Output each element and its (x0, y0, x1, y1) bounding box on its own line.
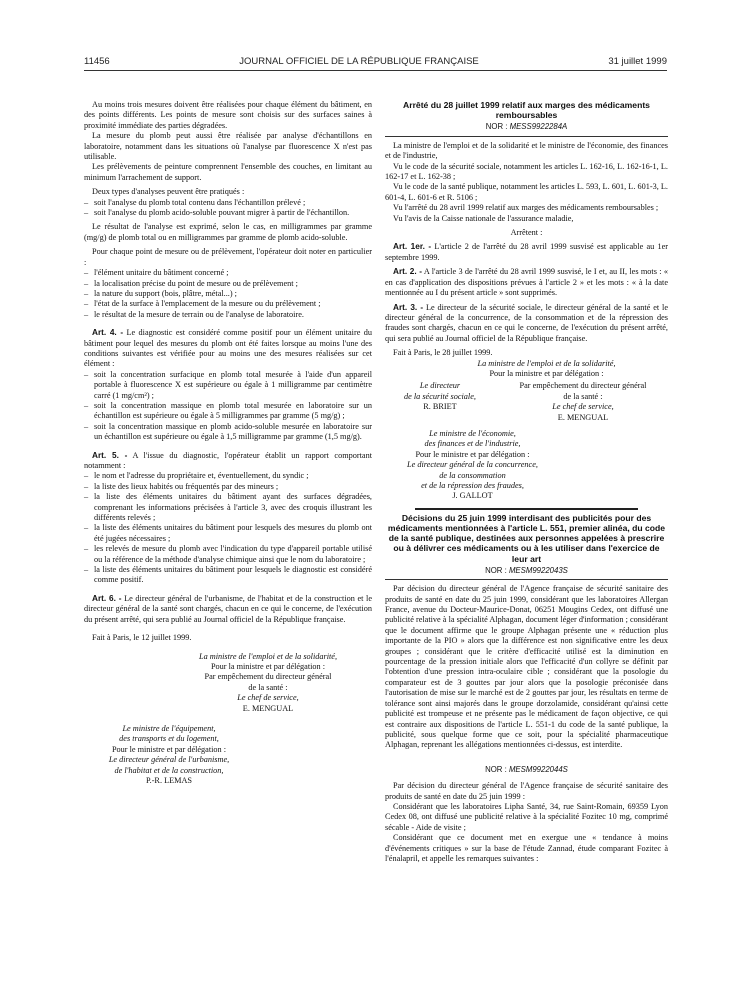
nor-code: MESM9922043S (508, 565, 568, 575)
list-item: – la nature du support (bois, plâtre, métal...) ; (84, 289, 372, 299)
article-label: Art. 2. - (393, 267, 422, 277)
paragraph: Considérant que ce document met en exergue une « tendance à moins d'événements critiques » sur la base de l'étude Zannad, étude comparant Fozitec à l'énalapril, et appelle les remarques suivantes : (385, 833, 668, 863)
signature-line: La ministre de l'emploi et de la solidarité, (198, 651, 338, 661)
signature-line: Par empêchement du directeur général (519, 381, 647, 391)
signature-line: Le directeur général de l'urbanisme, (108, 755, 230, 765)
paragraph: Vu le code de la sécurité sociale, notamment les articles L. 162-16, L. 162-16-1, L. 162-17 et L. 162-38 ; (385, 161, 668, 182)
signature-line: de la sécurité sociale, (404, 391, 476, 401)
list-item: – la liste des éléments unitaires du bâtiment pour lesquels le diagnostic est considéré comme positif. (84, 565, 372, 586)
list-item: – le résultat de la mesure de terrain ou de l'analyse de laboratoire. (84, 310, 372, 320)
signature-line: des finances et de l'industrie, (424, 439, 521, 449)
signatory-name: J. GALLOT (452, 491, 493, 501)
paragraph: Au moins trois mesures doivent être réalisées pour chaque élément du bâtiment, en des points différents. Les points de mesure sont choisis sur des surfaces saines à proximité immédiate des parties dégradées. (84, 100, 372, 130)
paragraph: Vu le code de la santé publique, notamment les articles L. 593, L. 601, L. 601-3, L. 601-4, L. 601-6 et R. 5106 ; (385, 182, 668, 202)
arretent: Arrêtent : (510, 228, 543, 238)
nor-prefix: NOR : (485, 122, 508, 132)
paragraph: Par décision du directeur général de l'Agence française de sécurité sanitaire des produits de santé en date du 25 juin 1999 : (385, 781, 668, 801)
article-4 (84, 328, 372, 370)
signature-line: Le directeur général de la concurrence, (407, 460, 538, 470)
list-item: – soit la concentration massique en plomb total mesurée en laboratoire sur un échantillon est supérieure ou égale à 5 milligrammes par gramme (5 mg/g) ; (84, 401, 372, 422)
list-item: – le nom et l'adresse du propriétaire et, éventuellement, du syndic ; (84, 471, 372, 481)
divider (385, 136, 668, 137)
paragraph: Vu l'arrêté du 28 avril 1999 relatif aux marges des médicaments remboursables ; (393, 203, 659, 213)
signature-block-1 (164, 652, 372, 714)
list-item: – l'état de la surface à l'emplacement de la mesure ou du prélèvement ; (84, 299, 372, 309)
list-item: – soit l'analyse du plomb total contenu dans l'échantillon prélevé ; (84, 198, 372, 208)
article-label: Art. 6. - (92, 593, 122, 603)
page-header (84, 54, 667, 68)
signature-line: Pour la ministre et par délégation : (489, 368, 604, 378)
paragraph: La mesure du plomb peut aussi être réalisée par analyse d'échantillons en laboratoire, notamment dans les situations où l'analyse par fluorescence X n'est pas utilisable. (84, 131, 372, 162)
nor-reference (385, 122, 668, 132)
paragraph: Considérant que les laboratoires Lipha Santé, 34, rue Saint-Romain, 69359 Lyon Cedex 08, ont diffusé une publicité relative à la spécialité Fozitec 10 mg, comprimé sécable - Aide de visite ; (385, 801, 668, 832)
article-label: Art. 4. - (92, 328, 124, 338)
paragraph: La ministre de l'emploi et de la solidarité et le ministre de l'économie, des finances et de l'industrie, (385, 140, 668, 161)
article-6 (84, 594, 372, 625)
article-label: Art. 5. - (92, 450, 128, 460)
fait-line: Fait à Paris, le 28 juillet 1999. (393, 348, 493, 358)
divider (385, 579, 668, 580)
article-text: Le diagnostic est considéré comme positif pour un élément unitaire du bâtiment pour lequel des mesures du plomb ont été faites lorsque au moins l'une des conditions suivantes est vérifiée pour au moins une des mesures réalisées sur cet élément : (84, 328, 373, 369)
page-number: 11456 (84, 55, 110, 67)
signature-line: Par empêchement du directeur général (204, 672, 332, 682)
fait-line: Fait à Paris, le 12 juillet 1999. (92, 633, 192, 643)
list-item: – l'élément unitaire du bâtiment concerné ; (84, 268, 372, 278)
signature-line: Pour le ministre et par délégation : (415, 449, 530, 459)
nor-reference (385, 765, 668, 775)
article-text: A l'issue du diagnostic, l'opérateur établit un rapport comportant notamment : (84, 450, 373, 470)
signature-line: Le chef de service, (552, 402, 614, 412)
signature-line: de la consommation (439, 470, 506, 480)
signature-block-2 (84, 724, 254, 786)
signature-block-b-right (498, 381, 668, 423)
paragraph: Vu l'avis de la Caisse nationale de l'assurance maladie, (393, 213, 574, 223)
list-item: – la liste des lieux habités ou fréquentés par des mineurs ; (84, 482, 372, 492)
left-column (84, 100, 372, 786)
issue-date: 31 juillet 1999 (608, 55, 667, 67)
nor-prefix: NOR : (485, 565, 507, 575)
header-rule (84, 70, 667, 71)
article-1 (385, 242, 668, 263)
nor-prefix: NOR : (485, 764, 507, 774)
signature-line: Le ministre de l'économie, (429, 428, 516, 438)
article-text: Le directeur de la sécurité sociale, le directeur général de la santé et le directeur général de la concurrence, de la consommation et de la répression des fraudes sont chargés, chacun en ce qui le concerne, de l'exécution du présent arrêté, qui sera publié au Journal officiel de la République française. (385, 302, 669, 343)
list-item: – soit la concentration surfacique en plomb total mesurée à l'aide d'un appareil portable à fluorescence X est supérieure ou égale à 1 milligramme par centimètre carré (1 mg/cm²) ; (84, 370, 372, 401)
signature-line: Pour le ministre et par délégation : (111, 744, 227, 754)
article-text: Le directeur général de l'urbanisme, de l'habitat et de la construction et le directeur général de la santé sont chargés, chacun en ce qui le concerne, de l'exécution du présent arrêté, qui sera publié au Journal officiel de la République française. (84, 593, 373, 624)
article-2 (385, 267, 668, 298)
list-item: – soit la concentration massique en plomb acido-soluble mesurée en laboratoire sur un échantillon est supérieure ou égale à 1,5 milligramme par gramme (1,5 mg/g). (84, 422, 372, 443)
signature-line: Le chef de service, (237, 693, 299, 703)
list-item: – les relevés de mesure du plomb avec l'indication du type d'appareil portable utilisé ou la référence de la méthode d'analyse chimique ainsi que le nom du laboratoire ; (84, 544, 372, 565)
nor-code: MESM9922044S (508, 764, 568, 774)
list-item: – la liste des éléments unitaires du bâtiment pour lesquels des mesures du plomb ont été jugées nécessaires ; (84, 523, 372, 544)
signature-line: des transports et du logement, (119, 734, 219, 744)
right-column (385, 100, 668, 864)
signature-line: Le ministre de l'équipement, (122, 723, 216, 733)
signature-line: et de la répression des fraudes, (421, 481, 524, 490)
article-3 (385, 303, 668, 345)
article-text: L'article 2 de l'arrêté du 28 avril 1999 susvisé est applicable au 1er septembre 1999. (385, 242, 669, 262)
nor-code: MESS9922284A (509, 122, 568, 132)
signature-line: de la santé : (563, 391, 603, 401)
section-divider (415, 508, 638, 510)
paragraph: Deux types d'analyses peuvent être pratiqués : (92, 187, 245, 197)
article-label: Art. 1er. - (393, 242, 432, 252)
signatory-name: E. MENGUAL (242, 703, 294, 713)
decision-title: Décisions du 25 juin 1999 interdisant des publicités pour des médicaments mentionnées à l'article L. 551, premier alinéa, du code de la santé publique, destinées aux personnes appelées à prescrire ou à délivrer ces médicaments ou à les utiliser dans l'exercice de leur art (387, 512, 666, 564)
signature-block-a (425, 359, 668, 380)
signature-line: Le directeur (419, 381, 461, 391)
signatory-name: R. BRIET (423, 402, 457, 412)
article-5 (84, 451, 372, 472)
list-item: – la liste des éléments unitaires du bâtiment ayant des surfaces dégradées, comprenant les informations précisées à l'article 3, avec des croquis illustrant les différents relevés ; (84, 492, 372, 523)
decree-title: Arrêté du 28 juillet 1999 relatif aux marges des médicaments remboursables (403, 100, 650, 121)
journal-title: JOURNAL OFFICIEL DE LA RÉPUBLIQUE FRANÇAISE (239, 55, 479, 67)
signature-row (385, 381, 668, 423)
signatory-name: P.-R. LEMAS (145, 775, 193, 785)
signature-line: La ministre de l'emploi et de la solidarité, (477, 358, 616, 368)
signature-line: de la santé : (248, 682, 288, 692)
paragraph: Par décision du directeur général de l'Agence française de sécurité sanitaire des produits de santé en date du 25 juin 1999, considérant que les laboratoires Allergan France, avenue du Docteur-Maurice-Donat, 06251 Mougins Cedex, ont diffusé une publicité relative à la spécialité Alphagan, document léger d'information ; considérant que le document affirme que le groupe Alphagan présente une « réduction plus importante de la PIO » alors que la différence est non significative entre les deux groupes ; considérant que le critère d'efficacité utilisé est la diminution en pourcentage de la pression initiale alors que l'efficacité d'un collyre se définit par l'obtention d'une pression intra-oculaire cible ; considérant que la posologie du comparateur est de 3 gouttes par jour alors que la posologie préconisée dans l'autorisation de mise sur le marché est de 2 gouttes par jour, les résultats en terme de tolérance sont ainsi majorés dans le groupe dorzolamide, considérant qu'ainsi cette publicité est trompeuse et ne présente pas le médicament de façon objective, ce qui est contraire aux dispositions de l'article L. 551-1 du code de la santé publique, la publicité, sous quelque forme que ce soit, pour la spécialité pharmaceutique Alphagan, reprenant les allégations mentionnées ci-dessus, est interdite. (385, 584, 668, 750)
paragraph: Le résultat de l'analyse est exprimé, selon le cas, en milligrammes par gramme (mg/g) de plomb total ou en milligrammes par gramme de plomb acido-soluble. (84, 222, 372, 242)
signature-block-c (385, 429, 560, 502)
signature-line: Pour la ministre et par délégation : (210, 661, 326, 671)
nor-reference (385, 566, 668, 576)
list-item: – la localisation précise du point de mesure ou de prélèvement ; (84, 279, 372, 289)
article-label: Art. 3. - (393, 302, 424, 312)
signature-line: de l'habitat et de la construction, (114, 765, 224, 775)
list-item: – soit l'analyse du plomb acido-soluble pouvant migrer à partir de l'échantillon. (84, 208, 372, 218)
paragraph: Les prélèvements de peinture comprennent l'ensemble des couches, en limitant au minimum l'arrachement de support. (84, 162, 372, 182)
article-text: A l'article 3 de l'arrêté du 28 avril 1999 susvisé, le I et, au II, les mots : « en cas d'application des dispositions prévues à l'article 2 » et les mots : « à la date mentionnée au I du présent article » sont supprimés. (385, 267, 669, 298)
signatory-name: E. MENGUAL (557, 412, 609, 422)
signature-block-b-left (385, 381, 495, 423)
paragraph: Pour chaque point de mesure ou de prélèvement, l'opérateur doit noter en particulier : (84, 247, 372, 267)
